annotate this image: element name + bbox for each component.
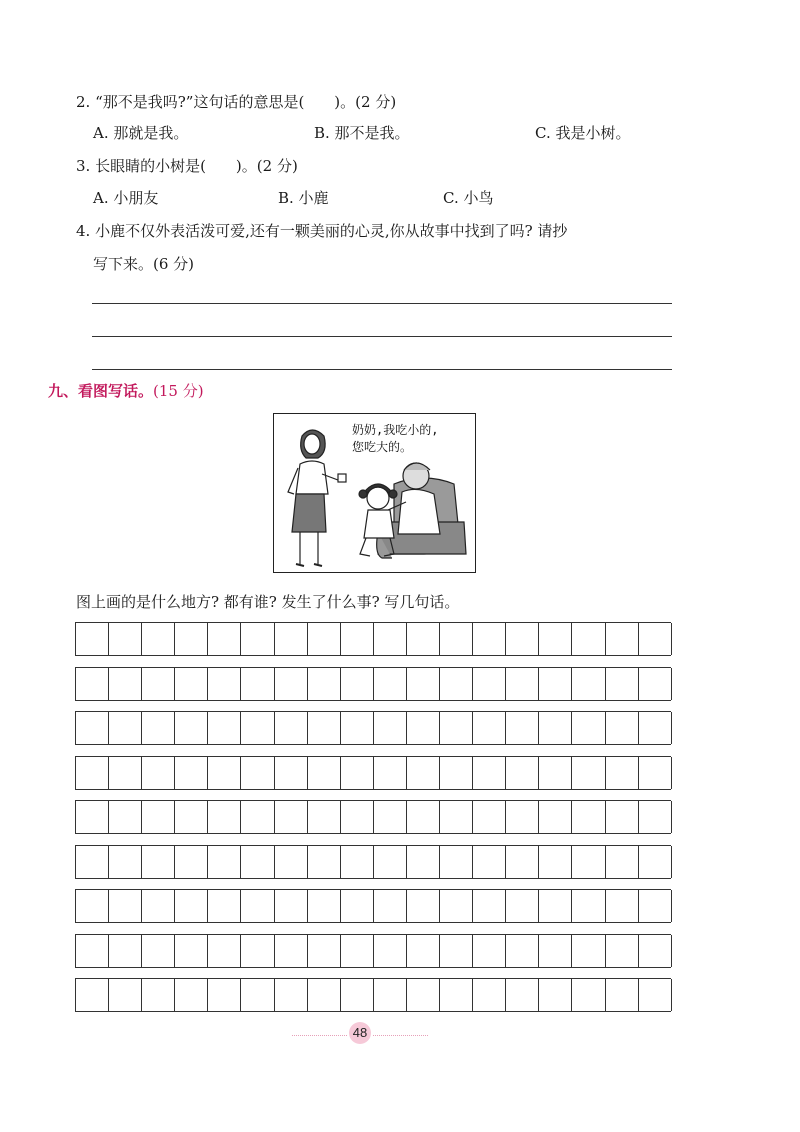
grid-cell[interactable]: [241, 890, 274, 922]
question-2-stem: 2. “那不是我吗?”这句话的意思是( )。(2 分): [76, 93, 397, 111]
grid-cell[interactable]: [76, 801, 109, 833]
grid-cell[interactable]: [308, 668, 341, 700]
grid-cell[interactable]: [639, 935, 672, 967]
speech-line-1: 奶奶,我吃小的,: [352, 423, 439, 437]
answer-line-2[interactable]: [92, 336, 672, 337]
grid-cell[interactable]: [473, 846, 506, 878]
grid-cell[interactable]: [506, 935, 539, 967]
grid-cell[interactable]: [308, 935, 341, 967]
grid-cell[interactable]: [109, 979, 142, 1011]
grid-cell[interactable]: [308, 757, 341, 789]
grid-cell[interactable]: [407, 979, 440, 1011]
grid-cell[interactable]: [407, 668, 440, 700]
grid-cell[interactable]: [241, 935, 274, 967]
question-2-option-b: B. 那不是我。: [314, 124, 410, 142]
grid-cell[interactable]: [539, 623, 572, 655]
grid-row: [75, 622, 671, 656]
grid-cell[interactable]: [407, 890, 440, 922]
grid-cell[interactable]: [175, 935, 208, 967]
grid-cell[interactable]: [374, 623, 407, 655]
grid-cell[interactable]: [606, 668, 639, 700]
grid-cell[interactable]: [639, 757, 672, 789]
grid-cell[interactable]: [109, 935, 142, 967]
grid-cell[interactable]: [241, 846, 274, 878]
section-9-title-text: 九、看图写话。: [48, 382, 154, 400]
grid-cell[interactable]: [275, 757, 308, 789]
grid-cell[interactable]: [109, 890, 142, 922]
grid-cell[interactable]: [473, 668, 506, 700]
grid-cell[interactable]: [606, 935, 639, 967]
illustration-mother-grandma-child: [273, 413, 476, 573]
grid-cell[interactable]: [506, 801, 539, 833]
grid-cell[interactable]: [208, 846, 241, 878]
grid-cell[interactable]: [76, 712, 109, 744]
grid-cell[interactable]: [473, 890, 506, 922]
grid-cell[interactable]: [473, 712, 506, 744]
grid-cell[interactable]: [440, 668, 473, 700]
grid-cell[interactable]: [142, 623, 175, 655]
grid-cell[interactable]: [572, 623, 605, 655]
grid-cell[interactable]: [76, 757, 109, 789]
grid-cell[interactable]: [473, 935, 506, 967]
grid-cell[interactable]: [109, 846, 142, 878]
grid-cell[interactable]: [241, 757, 274, 789]
grid-cell[interactable]: [639, 712, 672, 744]
grid-cell[interactable]: [374, 668, 407, 700]
grid-cell[interactable]: [76, 890, 109, 922]
grid-cell[interactable]: [275, 979, 308, 1011]
grid-cell[interactable]: [407, 846, 440, 878]
grid-cell[interactable]: [572, 846, 605, 878]
grid-cell[interactable]: [241, 623, 274, 655]
grid-cell[interactable]: [539, 668, 572, 700]
grid-cell[interactable]: [539, 712, 572, 744]
grid-cell[interactable]: [606, 979, 639, 1011]
grid-cell[interactable]: [506, 712, 539, 744]
grid-cell[interactable]: [175, 668, 208, 700]
grid-cell[interactable]: [473, 979, 506, 1011]
grid-cell[interactable]: [407, 623, 440, 655]
grid-cell[interactable]: [341, 757, 374, 789]
grid-row: [75, 667, 671, 701]
grid-cell[interactable]: [341, 890, 374, 922]
grid-row: [75, 800, 671, 834]
grid-cell[interactable]: [109, 757, 142, 789]
grid-cell[interactable]: [109, 623, 142, 655]
grid-cell[interactable]: [308, 979, 341, 1011]
grid-cell[interactable]: [308, 712, 341, 744]
grid-cell[interactable]: [407, 712, 440, 744]
grid-cell[interactable]: [440, 801, 473, 833]
grid-cell[interactable]: [606, 890, 639, 922]
grid-cell[interactable]: [275, 712, 308, 744]
grid-cell[interactable]: [606, 846, 639, 878]
grid-row: [75, 711, 671, 745]
grid-cell[interactable]: [506, 979, 539, 1011]
grid-cell[interactable]: [606, 623, 639, 655]
grid-cell[interactable]: [142, 979, 175, 1011]
section-9-title: [48, 381, 204, 401]
grid-cell[interactable]: [639, 890, 672, 922]
grid-cell[interactable]: [208, 757, 241, 789]
grid-cell[interactable]: [308, 623, 341, 655]
grid-cell[interactable]: [175, 846, 208, 878]
grid-cell[interactable]: [374, 801, 407, 833]
grid-cell[interactable]: [440, 757, 473, 789]
question-3-option-a: A. 小朋友: [93, 189, 159, 207]
grid-cell[interactable]: [539, 846, 572, 878]
grid-cell[interactable]: [374, 935, 407, 967]
grid-cell[interactable]: [308, 890, 341, 922]
grid-cell[interactable]: [407, 757, 440, 789]
page-number: 48: [349, 1022, 371, 1044]
question-3-option-c: C. 小鸟: [443, 189, 494, 207]
footer-dots-left: [292, 1035, 347, 1036]
grid-cell[interactable]: [506, 846, 539, 878]
section-9-points: (15 分): [153, 382, 204, 400]
grid-cell[interactable]: [539, 757, 572, 789]
grid-cell[interactable]: [539, 801, 572, 833]
grid-cell[interactable]: [76, 668, 109, 700]
grid-cell[interactable]: [208, 801, 241, 833]
grid-cell[interactable]: [473, 757, 506, 789]
grid-row: [75, 845, 671, 879]
grid-cell[interactable]: [142, 668, 175, 700]
grid-row: [75, 934, 671, 968]
grid-cell[interactable]: [341, 623, 374, 655]
grid-cell[interactable]: [241, 979, 274, 1011]
grid-cell[interactable]: [440, 890, 473, 922]
writing-prompt: 图上画的是什么地方? 都有谁? 发生了什么事? 写几句话。: [76, 593, 460, 611]
grid-cell[interactable]: [208, 979, 241, 1011]
grid-row: [75, 978, 671, 1012]
grid-cell[interactable]: [374, 712, 407, 744]
question-3-stem: 3. 长眼睛的小树是( )。(2 分): [76, 157, 298, 175]
grid-cell[interactable]: [76, 935, 109, 967]
grid-cell[interactable]: [407, 935, 440, 967]
grid-cell[interactable]: [341, 712, 374, 744]
grid-cell[interactable]: [241, 801, 274, 833]
grid-cell[interactable]: [109, 801, 142, 833]
grid-cell[interactable]: [572, 801, 605, 833]
grid-cell[interactable]: [506, 668, 539, 700]
grid-cell[interactable]: [639, 979, 672, 1011]
grid-cell[interactable]: [275, 890, 308, 922]
grid-cell[interactable]: [440, 623, 473, 655]
grid-cell[interactable]: [142, 846, 175, 878]
speech-bubble: [352, 422, 438, 456]
grid-cell[interactable]: [76, 846, 109, 878]
grid-cell[interactable]: [175, 757, 208, 789]
grid-cell[interactable]: [175, 979, 208, 1011]
grid-cell[interactable]: [473, 801, 506, 833]
question-4-stem-line-1: 4. 小鹿不仅外表活泼可爱,还有一颗美丽的心灵,你从故事中找到了吗? 请抄: [76, 222, 568, 240]
grid-cell[interactable]: [142, 890, 175, 922]
grid-cell[interactable]: [473, 623, 506, 655]
grid-cell[interactable]: [142, 935, 175, 967]
grid-cell[interactable]: [506, 890, 539, 922]
grid-cell[interactable]: [142, 712, 175, 744]
grid-cell[interactable]: [407, 801, 440, 833]
grid-cell[interactable]: [374, 890, 407, 922]
grid-cell[interactable]: [572, 712, 605, 744]
grid-cell[interactable]: [241, 668, 274, 700]
question-3-option-b: B. 小鹿: [278, 189, 329, 207]
grid-cell[interactable]: [440, 846, 473, 878]
grid-cell[interactable]: [275, 668, 308, 700]
grid-cell[interactable]: [606, 757, 639, 789]
grid-cell[interactable]: [341, 935, 374, 967]
grid-cell[interactable]: [142, 801, 175, 833]
grid-cell[interactable]: [606, 801, 639, 833]
answer-line-1[interactable]: [92, 303, 672, 304]
grid-cell[interactable]: [639, 801, 672, 833]
grid-cell[interactable]: [341, 846, 374, 878]
grid-row: [75, 756, 671, 790]
grid-cell[interactable]: [76, 979, 109, 1011]
grid-cell[interactable]: [341, 668, 374, 700]
grid-cell[interactable]: [639, 846, 672, 878]
grid-cell[interactable]: [76, 623, 109, 655]
grid-row: [75, 889, 671, 923]
grid-cell[interactable]: [308, 846, 341, 878]
grid-cell[interactable]: [208, 935, 241, 967]
footer-dots-right: [373, 1035, 428, 1036]
grid-cell[interactable]: [175, 890, 208, 922]
speech-line-2: 您吃大的。: [352, 440, 413, 454]
grid-cell[interactable]: [175, 801, 208, 833]
grid-cell[interactable]: [109, 668, 142, 700]
grid-cell[interactable]: [606, 712, 639, 744]
grid-cell[interactable]: [572, 979, 605, 1011]
grid-cell[interactable]: [639, 668, 672, 700]
grid-cell[interactable]: [572, 935, 605, 967]
grid-cell[interactable]: [275, 801, 308, 833]
grid-cell[interactable]: [241, 712, 274, 744]
grid-cell[interactable]: [572, 668, 605, 700]
grid-cell[interactable]: [208, 890, 241, 922]
grid-cell[interactable]: [440, 979, 473, 1011]
answer-line-3[interactable]: [92, 369, 672, 370]
grid-cell[interactable]: [208, 712, 241, 744]
grid-cell[interactable]: [440, 712, 473, 744]
grid-cell[interactable]: [374, 846, 407, 878]
grid-cell[interactable]: [374, 757, 407, 789]
question-2-option-c: C. 我是小树。: [535, 124, 631, 142]
grid-cell[interactable]: [506, 623, 539, 655]
grid-cell[interactable]: [142, 757, 175, 789]
grid-cell[interactable]: [208, 668, 241, 700]
grid-cell[interactable]: [341, 979, 374, 1011]
grid-cell[interactable]: [440, 935, 473, 967]
grid-cell[interactable]: [275, 846, 308, 878]
grid-cell[interactable]: [539, 890, 572, 922]
grid-cell[interactable]: [572, 757, 605, 789]
grid-cell[interactable]: [275, 935, 308, 967]
question-2-option-a: A. 那就是我。: [93, 124, 189, 142]
grid-cell[interactable]: [506, 757, 539, 789]
grid-cell[interactable]: [572, 890, 605, 922]
grid-cell[interactable]: [539, 979, 572, 1011]
grid-cell[interactable]: [175, 623, 208, 655]
grid-cell[interactable]: [208, 623, 241, 655]
question-4-stem-line-2: 写下来。(6 分): [93, 255, 195, 273]
page-footer: [0, 1022, 800, 1048]
grid-cell[interactable]: [341, 801, 374, 833]
grid-cell[interactable]: [109, 712, 142, 744]
grid-cell[interactable]: [539, 935, 572, 967]
grid-cell[interactable]: [639, 623, 672, 655]
grid-cell[interactable]: [275, 623, 308, 655]
grid-cell[interactable]: [175, 712, 208, 744]
grid-cell[interactable]: [374, 979, 407, 1011]
grid-cell[interactable]: [308, 801, 341, 833]
